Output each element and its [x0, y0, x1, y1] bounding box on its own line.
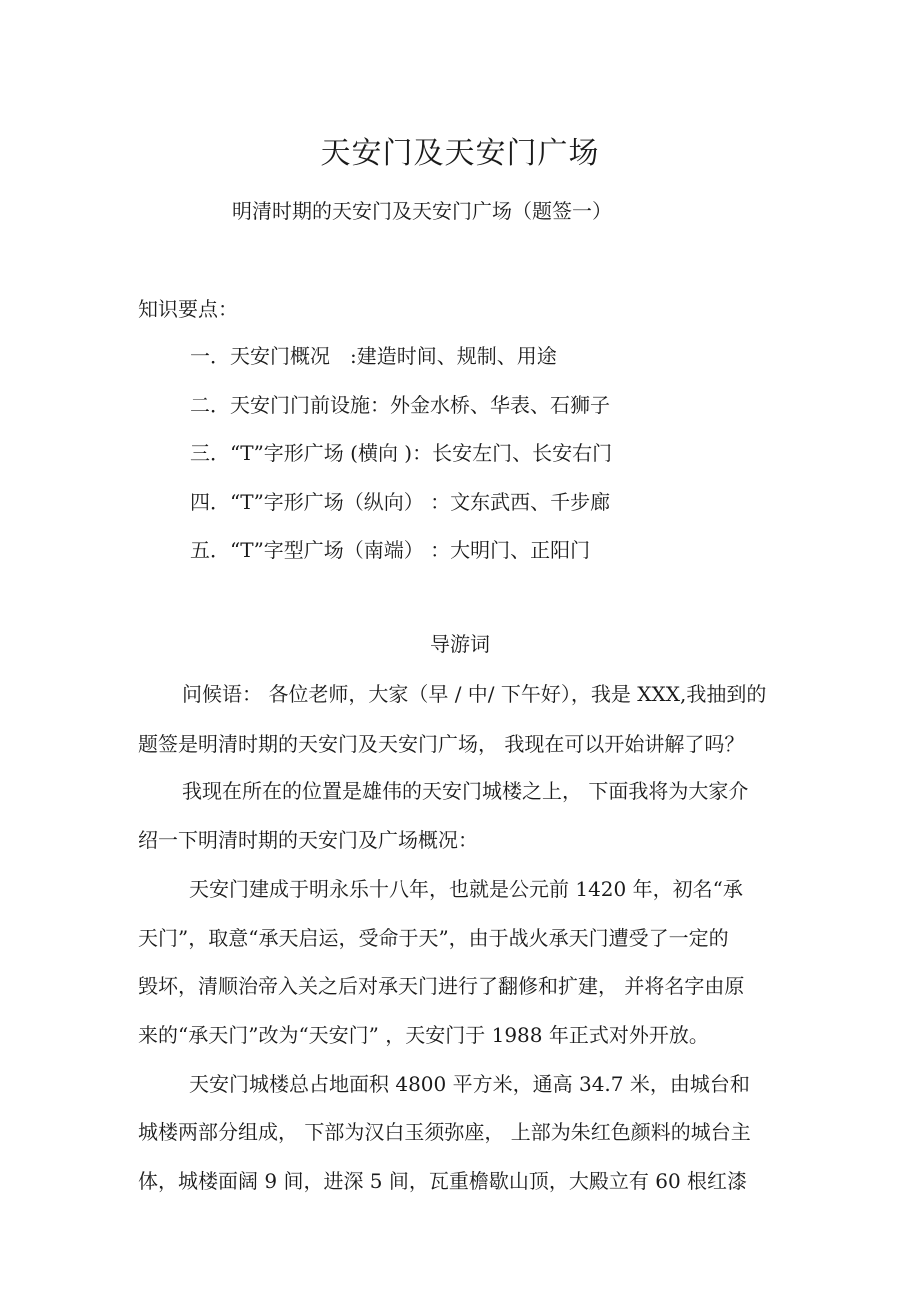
paragraph-line: 题签是明清时期的天安门及天安门广场， 我现在可以开始讲解了吗？ — [138, 732, 745, 756]
paragraph-line: 城楼两部分组成， 下部为汉白玉须弥座， 上部为朱红色颜料的城台主 — [138, 1120, 751, 1144]
paragraph-line: 绍一下明清时期的天安门及广场概况： — [138, 828, 478, 852]
paragraph-line: 天安门城楼总占地面积 4800 平方米，通高 34.7 米，由城台和 — [189, 1072, 750, 1096]
document-subtitle: 明清时期的天安门及天安门广场（题签一） — [232, 199, 612, 223]
paragraph-line: 问候语： 各位老师，大家（早 / 中/ 下午好），我是 XXX,我抽到的 — [182, 682, 767, 706]
document-title: 天安门及天安门广场 — [320, 136, 600, 171]
knowledge-point-2: 二．天安门门前设施：外金水桥、华表、石狮子 — [190, 392, 610, 417]
knowledge-point-5: 五．“T”字型广场（南端） ：大明门、正阳门 — [190, 538, 591, 562]
paragraph-line: 来的“承天门”改为“天安门” ，天安门于 1988 年正式对外开放。 — [138, 1023, 709, 1047]
paragraph-line: 天门”，取意“承天启运，受命于天”，由于战火承天门遭受了一定的 — [138, 926, 729, 950]
paragraph-line: 天安门建成于明永乐十八年，也就是公元前 1420 年，初名“承 — [189, 877, 743, 901]
paragraph-line: 我现在所在的位置是雄伟的天安门城楼之上， 下面我将为大家介 — [182, 779, 749, 803]
guide-speech-heading: 导游词 — [430, 632, 490, 656]
paragraph-line: 体，城楼面阔 9 间，进深 5 间，瓦重檐歇山顶，大殿立有 60 根红漆 — [138, 1169, 748, 1193]
knowledge-points-heading: 知识要点： — [138, 297, 238, 321]
paragraph-line: 毁坏，清顺治帝入关之后对承天门进行了翻修和扩建， 并将名字由原 — [138, 974, 745, 998]
knowledge-points-list — [190, 340, 612, 583]
knowledge-point-3: 三．“T”字形广场 (横向 )：长安左门、长安右门 — [190, 441, 613, 465]
knowledge-point-1: 一．天安门概况 :建造时间、规制、用途 — [190, 344, 557, 368]
knowledge-point-4: 四．“T”字形广场（纵向） ：文东武西、千步廊 — [190, 489, 611, 514]
